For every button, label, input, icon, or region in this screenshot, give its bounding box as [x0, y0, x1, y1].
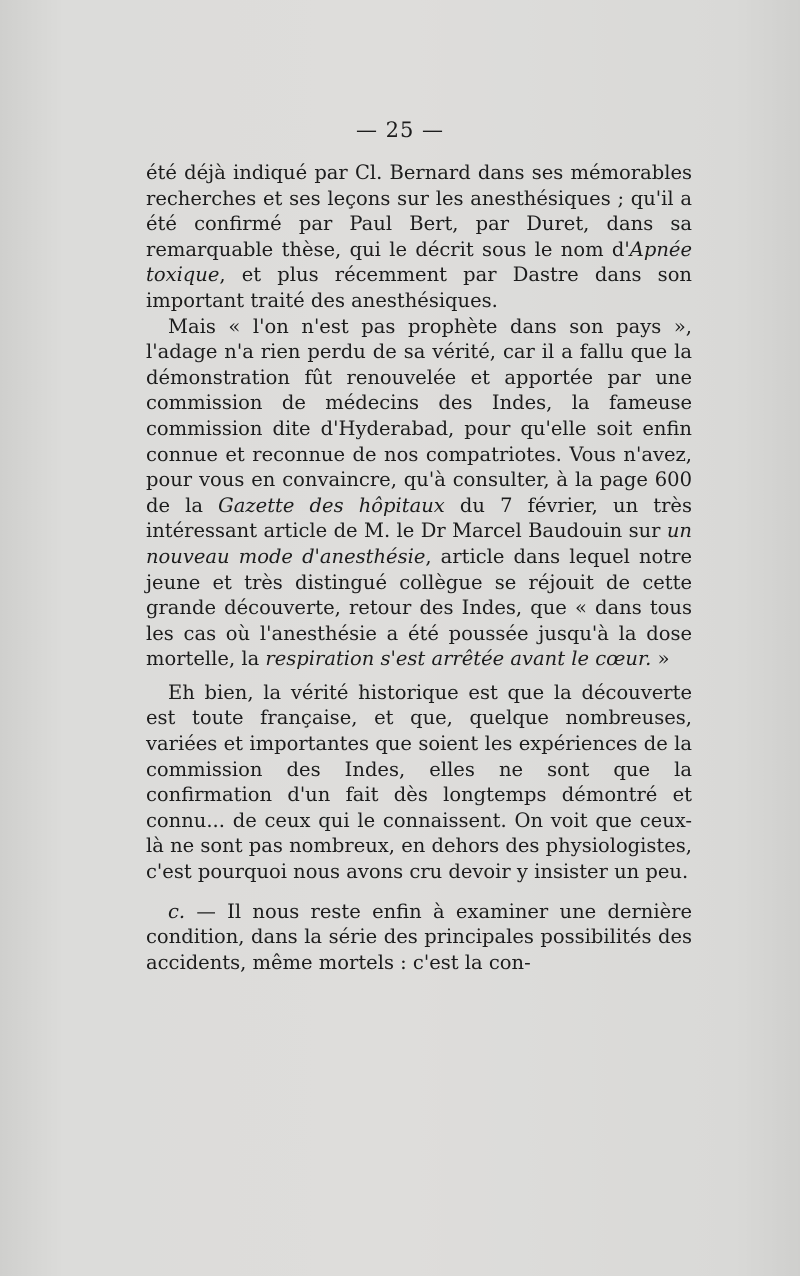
- page-number: — 25 —: [355, 118, 445, 142]
- text-run: , article dans lequel notre jeune et très distingué collègue se réjouit de cette grande découverte, retour des Indes, que « dans tous les cas où l'anesthésie a été poussée jusqu'à la dose mortelle, la: [146, 544, 692, 671]
- text-run: du 7 février, un très intéressant article de M. le Dr Marcel Baudouin sur: [146, 493, 692, 543]
- text-run: Mais « l'on n'est pas prophète dans son pays », l'adage n'a rien perdu de sa vérité, car il a fallu que la démonstration fût renouvelée et apportée par une commission de médecins des Indes, la fameuse commission dite d'Hyderabad, pour qu'elle soit enfin connue et reconnue de nos compatriotes. Vous n'avez, pour vous en convaincre, qu'à consulter, à la page 600 de la: [146, 314, 692, 517]
- paragraph-3: [146, 680, 692, 885]
- text-run: Eh bien, la vérité historique est que la découverte est toute française, et que, quelque nombreuses, variées et importantes que soient les expériences de la commission des Indes, elles ne sont que la confirmation d'un fait dès longtemps démontré et connu... de ceux qui le connaissent. On voit que ceux-là ne sont pas nombreux, en dehors des physiologistes, c'est pourquoi nous avons cru devoir y insister un peu.: [146, 680, 692, 884]
- paragraph-4: [146, 899, 692, 976]
- paragraph-1: [146, 160, 692, 314]
- body-text: [146, 160, 692, 975]
- text-run: été déjà indiqué par Cl. Bernard dans ses mémorables recherches et ses leçons sur les anesthésiques ; qu'il a été confirmé par Paul Bert, par Duret, dans sa remarquable thèse, qui le décrit sous le nom d': [146, 161, 692, 261]
- text-run: , et plus récemment par Dastre dans son important traité des anesthésiques.: [146, 263, 692, 312]
- paragraph-2: [146, 314, 692, 672]
- italic-term-apnee-toxique: Apnée toxique: [146, 237, 692, 287]
- text-run: »: [651, 647, 670, 671]
- italic-article-title: un nouveau mode d'anesthésie: [146, 519, 692, 568]
- text-run: — Il nous reste enfin à examiner une dernière condition, dans la série des principales possibilités des accidents, même mortels : c'est la con-: [146, 899, 692, 974]
- italic-journal-title: Gazette des hôpitaux: [218, 493, 445, 517]
- italic-quote: respiration s'est arrêtée avant le cœur.: [265, 647, 652, 671]
- section-letter: c.: [168, 899, 186, 923]
